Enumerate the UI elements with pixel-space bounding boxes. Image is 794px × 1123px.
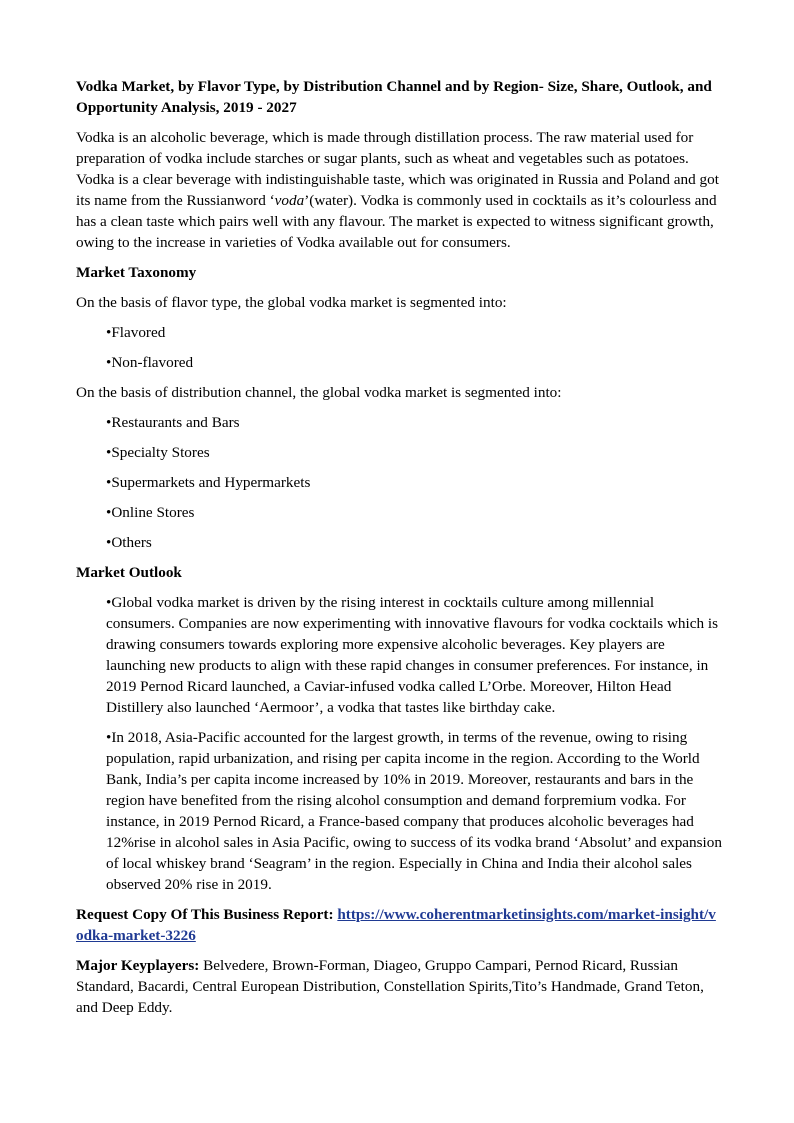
request-copy-label: Request Copy Of This Business Report: — [76, 906, 338, 923]
flavor-item: •Flavored — [106, 324, 166, 341]
flavor-intro: On the basis of flavor type, the global vodka market is segmented into: — [76, 294, 507, 311]
request-copy-paragraph — [76, 904, 722, 946]
outlook-heading: Market Outlook — [76, 564, 182, 581]
outlook-bullet: •In 2018, Asia-Pacific accounted for the largest growth, in terms of the revenue, owing to rising population, rapid urbanization, and rising per capita income in the region. According to the World Bank, India’s per capita income increased by 10% in 2019. Moreover, restaurants and bars in the region have benefited from the rising alcohol consumption and demand forpremium vodka. For instance, in 2019 Pernod Ricard, a France-based company that produces alcoholic beverages had 12%rise in alcohol sales in Asia Pacific, owing to success of its vodka brand ‘Absolut’ and expansion of local whiskey brand ‘Seagram’ in the region. Especially in China and India their alcohol sales observed 20% rise in 2019. — [106, 729, 722, 893]
channel-item: •Others — [106, 534, 152, 551]
intro-text-part1: Vodka is an alcoholic beverage, which is made through distillation process. The raw material used for preparation of vodka include starches or sugar plants, such as wheat and vegetables such as potatoes. Vodka is a clear beverage with indistinguishable taste, which was originated in Russia and Poland and got its name from the Russianword ‘ — [76, 129, 719, 209]
outlook-bullet: •Global vodka market is driven by the rising interest in cocktails culture among millennial consumers. Companies are now experimenting with innovative flavours for vodka cocktails which is drawing consumers towards exploring more expensive alcoholic beverages. Key players are launching new products to align with these rapid changes in consumer preferences. For instance, in 2019 Pernod Ricard launched, a Caviar-infused vodka called L’Orbe. Moreover, Hilton Head Distillery also launched ‘Aermoor’, a vodka that tastes like birthday cake. — [106, 594, 718, 716]
document-page — [76, 76, 722, 1027]
keyplayers-label: Major Keyplayers: — [76, 957, 200, 974]
channel-item: •Supermarkets and Hypermarkets — [106, 474, 311, 491]
channel-item: •Restaurants and Bars — [106, 414, 240, 431]
intro-text-part2: ’(water). Vodka is commonly used in cocktails as it’s colourless and has a clean taste which pairs well with any flavour. The market is expected to witness significant growth, owing to the increase in varieties of Vodka available out for consumers. — [76, 192, 717, 251]
keyplayers-list: Belvedere, Brown-Forman, Diageo, Gruppo Campari, Pernod Ricard, Russian Standard, Bacardi, Central European Distribution, Constellation Spirits,Tito’s Handmade, Grand Teton, and Deep Eddy. — [76, 957, 704, 1016]
intro-paragraph — [76, 127, 722, 253]
taxonomy-heading: Market Taxonomy — [76, 264, 197, 281]
keyplayers-paragraph — [76, 955, 722, 1018]
report-title: Vodka Market, by Flavor Type, by Distribution Channel and by Region- Size, Share, Outlook, and Opportunity Analysis, 2019 - 2027 — [76, 78, 712, 116]
channel-item: •Online Stores — [106, 504, 195, 521]
report-link[interactable]: https://www.coherentmarketinsights.com/market-insight/vodka-market-3226 — [76, 906, 716, 944]
channel-intro: On the basis of distribution channel, the global vodka market is segmented into: — [76, 384, 562, 401]
channel-item: •Specialty Stores — [106, 444, 210, 461]
flavor-item: •Non-flavored — [106, 354, 194, 371]
intro-italic-word: voda — [274, 192, 305, 209]
